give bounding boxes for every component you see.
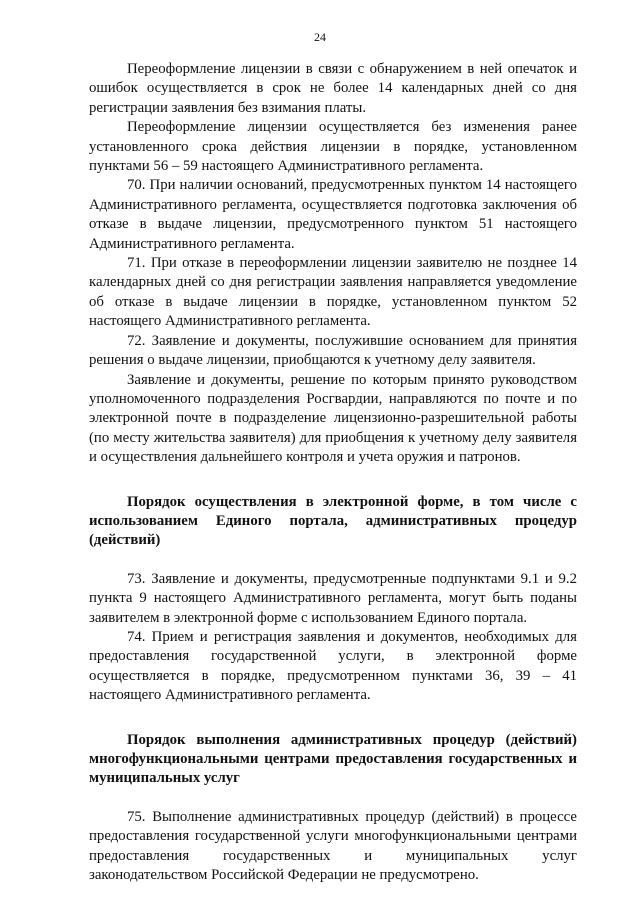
- paragraph-item-71: 71. При отказе в переоформлении лицензии заявителю не позднее 14 календарных дней со дня регистрации заявления направляется уведомление об отказе в выдаче лицензии в порядке, установленном пунктом 52 настоящего Административного регламента.: [89, 255, 577, 330]
- paragraph-item-73: 73. Заявление и документы, предусмотренные подпунктами 9.1 и 9.2 пункта 9 настоящего Административного регламента, могут быть поданы заявителем в электронной форме с использованием Единого портала.: [89, 570, 577, 626]
- paragraph-item-72: 72. Заявление и документы, послужившие основанием для принятия решения о выдаче лицензии, приобщаются к учетному делу заявителя.: [89, 332, 577, 369]
- section-heading-mfc: Порядок выполнения административных процедур (действий) многофункциональными центрами предоставления государственных и муниципальных услуг: [89, 731, 577, 787]
- paragraph-item-74: 74. Прием и регистрация заявления и документов, необходимых для предоставления государственной услуги, в электронной форме осуществляется в порядке, предусмотренном пунктами 36, 39 – 41 настоящего Административного регламента.: [89, 628, 577, 704]
- paragraph: Заявление и документы, решение по которым принято руководством уполномоченного подразделения Росгвардии, направляются по почте и по электронной почте в подразделение лицензионно-разрешительной работы (по месту жительства заявителя) для приобщения к учетному делу заявителя и осуществления дальнейшего контроля и учета оружия и патронов.: [89, 371, 577, 466]
- paragraph-item-70: 70. При наличии оснований, предусмотренных пунктом 14 настоящего Административного регламента, осуществляется подготовка заключения об отказе в выдаче лицензии, предусмотренного пунктом 51 настоящего Административного регламента.: [89, 177, 577, 252]
- paragraph: Переоформление лицензии в связи с обнаружением в ней опечаток и ошибок осуществляется в срок не более 14 календарных дней со дня регистрации заявления без взимания платы.: [89, 61, 577, 116]
- page-number: 24: [314, 30, 326, 44]
- section-heading-electronic-form: Порядок осуществления в электронной форме, в том числе с использованием Единого портала, административных процедур (действий): [89, 493, 577, 549]
- paragraph: Переоформление лицензии осуществляется без изменения ранее установленного срока действия лицензии в порядке, установленном пунктами 56 – 59 настоящего Административного регламента.: [89, 119, 577, 175]
- document-body: [89, 60, 577, 885]
- paragraph-item-75: 75. Выполнение административных процедур (действий) в процессе предоставления государственной услуги многофункциональными центрами предоставления государственных и муниципальных услуг законодательством Российской Федерации не предусмотрено.: [89, 808, 577, 884]
